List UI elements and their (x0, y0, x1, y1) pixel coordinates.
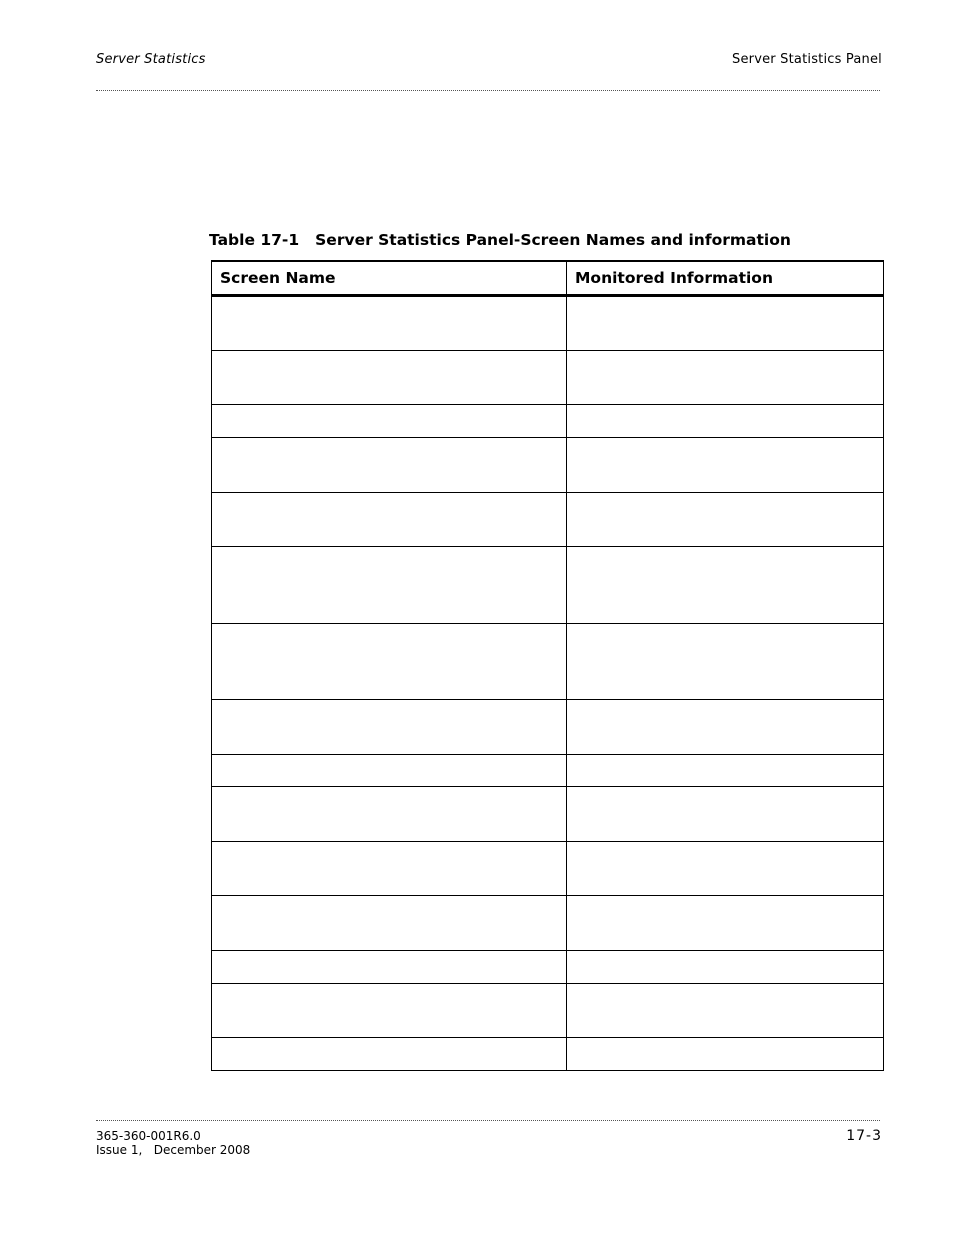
running-head-chapter: Server Statistics (96, 52, 206, 67)
page-number: 17-3 (846, 1128, 882, 1144)
screen-name-cell (212, 351, 567, 405)
footer-doc-info (96, 1129, 250, 1157)
monitored-info-cell (567, 296, 884, 351)
screen-names-table (211, 260, 884, 1071)
monitored-info-cell (567, 700, 884, 755)
table-row (212, 700, 884, 755)
monitored-info-cell (567, 951, 884, 984)
doc-number: 365-360-001R6.0 (96, 1129, 201, 1143)
monitored-info-cell (567, 351, 884, 405)
monitored-info-cell (567, 755, 884, 787)
screen-name-cell (212, 547, 567, 624)
table-row (212, 547, 884, 624)
header-divider (96, 90, 880, 91)
table-row (212, 296, 884, 351)
table-row (212, 951, 884, 984)
table-header-row (212, 261, 884, 296)
monitored-info-cell (567, 438, 884, 493)
monitored-info-cell (567, 787, 884, 842)
screen-name-cell (212, 951, 567, 984)
screen-name-cell (212, 842, 567, 896)
screen-name-cell (212, 296, 567, 351)
screen-name-cell (212, 1038, 567, 1071)
column-header-monitored-information: Monitored Information (567, 261, 884, 296)
table-row (212, 842, 884, 896)
monitored-info-cell (567, 842, 884, 896)
screen-name-cell (212, 984, 567, 1038)
column-header-screen-name: Screen Name (212, 261, 567, 296)
screen-name-cell (212, 896, 567, 951)
screen-name-cell (212, 624, 567, 700)
footer-divider (96, 1120, 880, 1121)
table-row (212, 624, 884, 700)
table-row (212, 984, 884, 1038)
monitored-info-cell (567, 896, 884, 951)
table-caption (209, 231, 791, 249)
table-row (212, 351, 884, 405)
table-row (212, 755, 884, 787)
table-number: Table 17-1 (209, 231, 300, 249)
table-row (212, 896, 884, 951)
running-head-section: Server Statistics Panel (732, 52, 882, 67)
screen-name-cell (212, 405, 567, 438)
table-row (212, 1038, 884, 1071)
screen-name-cell (212, 755, 567, 787)
table-row (212, 438, 884, 493)
screen-name-cell (212, 700, 567, 755)
table-row (212, 405, 884, 438)
table-title: Server Statistics Panel-Screen Names and information (315, 231, 791, 249)
monitored-info-cell (567, 547, 884, 624)
issue-date: Issue 1, December 2008 (96, 1143, 251, 1157)
screen-name-cell (212, 787, 567, 842)
screen-name-cell (212, 493, 567, 547)
monitored-info-cell (567, 624, 884, 700)
table-row (212, 493, 884, 547)
table-row (212, 787, 884, 842)
monitored-info-cell (567, 984, 884, 1038)
screen-name-cell (212, 438, 567, 493)
monitored-info-cell (567, 1038, 884, 1071)
monitored-info-cell (567, 493, 884, 547)
monitored-info-cell (567, 405, 884, 438)
